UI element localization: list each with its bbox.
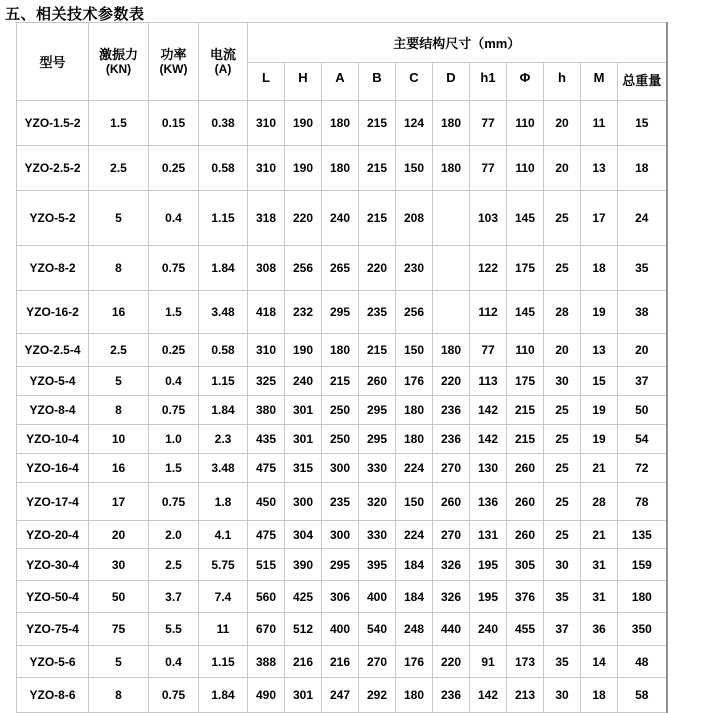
cell-power: 0.75: [149, 246, 199, 291]
cell-dim-B: 330: [359, 454, 396, 483]
cell-dim-B: 215: [359, 191, 396, 246]
header-row-groups: [17, 23, 667, 63]
cell-dim-h1: 77: [470, 334, 507, 367]
cell-dim-C: 180: [396, 425, 433, 454]
cell-dim-h: 28: [544, 291, 581, 334]
cell-power: 5.5: [149, 613, 199, 646]
header-exciting-force-label: 激振力: [98, 46, 138, 62]
cell-dim-phi: 110: [507, 101, 544, 146]
table-row: [17, 521, 667, 549]
cell-dim-C: 124: [396, 101, 433, 146]
table-row: [17, 291, 667, 334]
cell-dim-H: 425: [285, 581, 322, 613]
cell-dim-h: 20: [544, 146, 581, 191]
cell-dim-h: 35: [544, 646, 581, 678]
cell-current: 7.4: [199, 581, 248, 613]
cell-current: 0.38: [199, 101, 248, 146]
cell-power: 1.5: [149, 291, 199, 334]
table-row: [17, 646, 667, 678]
cell-power: 0.15: [149, 101, 199, 146]
cell-dim-A: 180: [322, 334, 359, 367]
cell-dim-A: 216: [322, 646, 359, 678]
cell-dim-h: 25: [544, 425, 581, 454]
cell-dim-A: 215: [322, 367, 359, 396]
cell-dim-h1: 103: [470, 191, 507, 246]
cell-power: 2.0: [149, 521, 199, 549]
cell-model: YZO-30-4: [17, 549, 89, 581]
cell-force: 1.5: [89, 101, 149, 146]
cell-weight: 50: [618, 396, 667, 425]
cell-dim-C: 256: [396, 291, 433, 334]
cell-dim-M: 18: [581, 678, 618, 713]
header-dim-H: H: [285, 63, 322, 101]
cell-dim-D: 236: [433, 678, 470, 713]
cell-dim-h: 35: [544, 581, 581, 613]
cell-force: 2.5: [89, 334, 149, 367]
cell-dim-A: 295: [322, 291, 359, 334]
cell-current: 1.15: [199, 191, 248, 246]
cell-dim-h: 25: [544, 191, 581, 246]
cell-dim-h1: 131: [470, 521, 507, 549]
cell-dim-M: 21: [581, 521, 618, 549]
cell-dim-phi: 260: [507, 521, 544, 549]
cell-dim-H: 190: [285, 146, 322, 191]
table-row: [17, 425, 667, 454]
cell-force: 50: [89, 581, 149, 613]
cell-dim-phi: 145: [507, 291, 544, 334]
cell-force: 2.5: [89, 146, 149, 191]
cell-dim-A: 250: [322, 425, 359, 454]
cell-weight: 350: [618, 613, 667, 646]
table-row: [17, 678, 667, 713]
cell-dim-L: 560: [248, 581, 285, 613]
cell-dim-A: 180: [322, 146, 359, 191]
cell-model: YZO-10-4: [17, 425, 89, 454]
cell-model: YZO-20-4: [17, 521, 89, 549]
cell-weight: 48: [618, 646, 667, 678]
header-dim-L: L: [248, 63, 285, 101]
cell-dim-H: 216: [285, 646, 322, 678]
table-row: [17, 483, 667, 521]
cell-dim-D: [433, 191, 470, 246]
cell-power: 0.4: [149, 646, 199, 678]
table-row: [17, 146, 667, 191]
cell-current: 5.75: [199, 549, 248, 581]
cell-dim-h1: 77: [470, 146, 507, 191]
cell-model: YZO-1.5-2: [17, 101, 89, 146]
cell-dim-D: [433, 291, 470, 334]
table-row: [17, 454, 667, 483]
table-row: [17, 191, 667, 246]
cell-model: YZO-5-2: [17, 191, 89, 246]
cell-dim-H: 301: [285, 425, 322, 454]
page-title: 五、相关技术参数表: [5, 6, 145, 23]
cell-power: 0.75: [149, 483, 199, 521]
cell-power: 0.75: [149, 396, 199, 425]
cell-dim-h1: 195: [470, 549, 507, 581]
cell-dim-h1: 91: [470, 646, 507, 678]
cell-dim-phi: 215: [507, 425, 544, 454]
cell-weight: 58: [618, 678, 667, 713]
cell-force: 16: [89, 291, 149, 334]
cell-model: YZO-2.5-2: [17, 146, 89, 191]
cell-dim-phi: 215: [507, 396, 544, 425]
table-row: [17, 101, 667, 146]
cell-dim-M: 36: [581, 613, 618, 646]
cell-dim-L: 318: [248, 191, 285, 246]
cell-dim-h: 25: [544, 396, 581, 425]
cell-dim-H: 315: [285, 454, 322, 483]
cell-dim-h1: 195: [470, 581, 507, 613]
cell-dim-L: 435: [248, 425, 285, 454]
cell-dim-phi: 145: [507, 191, 544, 246]
cell-dim-D: 270: [433, 521, 470, 549]
cell-dim-M: 31: [581, 549, 618, 581]
table-row: [17, 367, 667, 396]
cell-dim-D: 440: [433, 613, 470, 646]
cell-dim-C: 150: [396, 146, 433, 191]
cell-dim-phi: 175: [507, 246, 544, 291]
cell-dim-D: 270: [433, 454, 470, 483]
cell-weight: 38: [618, 291, 667, 334]
cell-dim-h: 20: [544, 334, 581, 367]
cell-dim-B: 260: [359, 367, 396, 396]
table-row: [17, 246, 667, 291]
cell-dim-C: 184: [396, 549, 433, 581]
cell-dim-h: 25: [544, 246, 581, 291]
cell-dim-B: 215: [359, 101, 396, 146]
cell-dim-C: 180: [396, 678, 433, 713]
cell-dim-D: 326: [433, 581, 470, 613]
cell-force: 20: [89, 521, 149, 549]
cell-model: YZO-8-2: [17, 246, 89, 291]
cell-dim-B: 270: [359, 646, 396, 678]
cell-dim-H: 190: [285, 334, 322, 367]
cell-weight: 18: [618, 146, 667, 191]
header-power: [149, 23, 199, 101]
cell-weight: 135: [618, 521, 667, 549]
cell-dim-A: 300: [322, 521, 359, 549]
cell-dim-D: 220: [433, 646, 470, 678]
cell-dim-h1: 122: [470, 246, 507, 291]
cell-power: 2.5: [149, 549, 199, 581]
cell-dim-A: 306: [322, 581, 359, 613]
cell-dim-M: 17: [581, 191, 618, 246]
cell-dim-phi: 305: [507, 549, 544, 581]
header-model: 型号: [17, 23, 89, 101]
cell-dim-D: 236: [433, 425, 470, 454]
cell-dim-L: 670: [248, 613, 285, 646]
cell-dim-L: 450: [248, 483, 285, 521]
cell-dim-C: 224: [396, 521, 433, 549]
cell-dim-H: 301: [285, 678, 322, 713]
cell-dim-h: 25: [544, 483, 581, 521]
cell-weight: 35: [618, 246, 667, 291]
cell-model: YZO-16-2: [17, 291, 89, 334]
cell-model: YZO-17-4: [17, 483, 89, 521]
cell-dim-B: 235: [359, 291, 396, 334]
cell-dim-H: 300: [285, 483, 322, 521]
cell-dim-h: 37: [544, 613, 581, 646]
cell-weight: 78: [618, 483, 667, 521]
cell-dim-h1: 130: [470, 454, 507, 483]
cell-current: 1.84: [199, 396, 248, 425]
cell-dim-phi: 260: [507, 483, 544, 521]
cell-weight: 20: [618, 334, 667, 367]
cell-dim-C: 150: [396, 334, 433, 367]
cell-force: 16: [89, 454, 149, 483]
cell-model: YZO-16-4: [17, 454, 89, 483]
header-exciting-force: [89, 23, 149, 101]
cell-dim-h: 30: [544, 367, 581, 396]
header-dim-h: h: [544, 63, 581, 101]
header-current: [199, 23, 248, 101]
cell-weight: 24: [618, 191, 667, 246]
cell-dim-phi: 110: [507, 334, 544, 367]
cell-power: 0.25: [149, 334, 199, 367]
cell-dim-C: 248: [396, 613, 433, 646]
cell-model: YZO-50-4: [17, 581, 89, 613]
cell-dim-H: 256: [285, 246, 322, 291]
cell-dim-L: 310: [248, 101, 285, 146]
header-dim-A: A: [322, 63, 359, 101]
cell-force: 8: [89, 396, 149, 425]
cell-current: 1.84: [199, 678, 248, 713]
cell-dim-C: 224: [396, 454, 433, 483]
cell-dim-M: 14: [581, 646, 618, 678]
cell-force: 5: [89, 191, 149, 246]
spec-table: [16, 22, 668, 713]
cell-dim-B: 330: [359, 521, 396, 549]
cell-dim-D: 220: [433, 367, 470, 396]
cell-dim-L: 308: [248, 246, 285, 291]
cell-power: 3.7: [149, 581, 199, 613]
cell-power: 0.75: [149, 678, 199, 713]
cell-dim-L: 310: [248, 334, 285, 367]
cell-dim-phi: 175: [507, 367, 544, 396]
cell-dim-A: 295: [322, 549, 359, 581]
cell-dim-h1: 136: [470, 483, 507, 521]
cell-power: 1.0: [149, 425, 199, 454]
cell-dim-L: 515: [248, 549, 285, 581]
cell-dim-h1: 77: [470, 101, 507, 146]
cell-dim-M: 18: [581, 246, 618, 291]
cell-dim-M: 13: [581, 146, 618, 191]
cell-dim-h: 25: [544, 454, 581, 483]
cell-dim-A: 400: [322, 613, 359, 646]
header-power-unit: (KW): [159, 61, 188, 76]
table-row: [17, 396, 667, 425]
cell-weight: 54: [618, 425, 667, 454]
cell-force: 5: [89, 367, 149, 396]
cell-dim-H: 301: [285, 396, 322, 425]
cell-dim-M: 21: [581, 454, 618, 483]
header-dim-B: B: [359, 63, 396, 101]
cell-dim-M: 19: [581, 291, 618, 334]
table-row: [17, 549, 667, 581]
cell-force: 10: [89, 425, 149, 454]
cell-weight: 180: [618, 581, 667, 613]
table-row: [17, 334, 667, 367]
cell-current: 0.58: [199, 146, 248, 191]
cell-dim-A: 235: [322, 483, 359, 521]
cell-dim-B: 540: [359, 613, 396, 646]
cell-dim-h1: 142: [470, 425, 507, 454]
cell-dim-D: 326: [433, 549, 470, 581]
table-row: [17, 613, 667, 646]
cell-dim-L: 380: [248, 396, 285, 425]
cell-dim-h: 30: [544, 678, 581, 713]
header-exciting-force-unit: (KN): [105, 61, 132, 76]
cell-force: 17: [89, 483, 149, 521]
cell-dim-D: 260: [433, 483, 470, 521]
cell-dim-h: 20: [544, 101, 581, 146]
cell-model: YZO-8-4: [17, 396, 89, 425]
cell-dim-A: 247: [322, 678, 359, 713]
cell-dim-D: 180: [433, 101, 470, 146]
header-dim-C: C: [396, 63, 433, 101]
cell-dim-A: 265: [322, 246, 359, 291]
cell-dim-C: 176: [396, 367, 433, 396]
cell-dim-L: 388: [248, 646, 285, 678]
cell-power: 1.5: [149, 454, 199, 483]
cell-power: 0.4: [149, 367, 199, 396]
cell-force: 5: [89, 646, 149, 678]
cell-current: 0.58: [199, 334, 248, 367]
cell-model: YZO-5-4: [17, 367, 89, 396]
cell-dim-h1: 142: [470, 396, 507, 425]
spec-table-body: [17, 101, 667, 713]
cell-dim-M: 15: [581, 367, 618, 396]
cell-dim-h: 25: [544, 521, 581, 549]
cell-dim-M: 13: [581, 334, 618, 367]
cell-current: 1.84: [199, 246, 248, 291]
cell-dim-B: 295: [359, 425, 396, 454]
header-current-unit: (A): [214, 61, 232, 76]
cell-dim-D: 180: [433, 146, 470, 191]
cell-current: 4.1: [199, 521, 248, 549]
cell-current: 1.8: [199, 483, 248, 521]
cell-dim-C: 176: [396, 646, 433, 678]
cell-dim-phi: 376: [507, 581, 544, 613]
cell-dim-phi: 455: [507, 613, 544, 646]
cell-dim-H: 220: [285, 191, 322, 246]
spec-table-header: [17, 23, 667, 101]
cell-dim-L: 325: [248, 367, 285, 396]
cell-dim-H: 190: [285, 101, 322, 146]
cell-dim-L: 310: [248, 146, 285, 191]
cell-weight: 37: [618, 367, 667, 396]
header-dim-phi: Φ: [507, 63, 544, 101]
cell-dim-B: 295: [359, 396, 396, 425]
cell-dim-B: 400: [359, 581, 396, 613]
cell-dim-C: 184: [396, 581, 433, 613]
cell-current: 3.48: [199, 454, 248, 483]
header-current-label: 电流: [209, 46, 236, 62]
cell-dim-h1: 142: [470, 678, 507, 713]
cell-dim-phi: 260: [507, 454, 544, 483]
cell-dim-M: 28: [581, 483, 618, 521]
cell-force: 75: [89, 613, 149, 646]
cell-dim-B: 292: [359, 678, 396, 713]
cell-force: 8: [89, 678, 149, 713]
cell-dim-H: 240: [285, 367, 322, 396]
cell-dim-h: 30: [544, 549, 581, 581]
cell-dim-C: 230: [396, 246, 433, 291]
cell-dim-D: 236: [433, 396, 470, 425]
cell-current: 11: [199, 613, 248, 646]
cell-dim-D: 180: [433, 334, 470, 367]
header-power-label: 功率: [160, 46, 187, 62]
cell-dim-h1: 240: [470, 613, 507, 646]
cell-dim-A: 240: [322, 191, 359, 246]
header-dim-M: M: [581, 63, 618, 101]
cell-model: YZO-2.5-4: [17, 334, 89, 367]
cell-dim-phi: 173: [507, 646, 544, 678]
cell-dim-H: 304: [285, 521, 322, 549]
cell-model: YZO-8-6: [17, 678, 89, 713]
cell-force: 8: [89, 246, 149, 291]
cell-weight: 15: [618, 101, 667, 146]
cell-dim-L: 490: [248, 678, 285, 713]
cell-model: YZO-5-6: [17, 646, 89, 678]
cell-model: YZO-75-4: [17, 613, 89, 646]
cell-dim-h1: 113: [470, 367, 507, 396]
cell-dim-phi: 213: [507, 678, 544, 713]
cell-dim-C: 180: [396, 396, 433, 425]
cell-dim-D: [433, 246, 470, 291]
cell-dim-B: 215: [359, 334, 396, 367]
cell-current: 2.3: [199, 425, 248, 454]
header-dim-D: D: [433, 63, 470, 101]
cell-dim-M: 19: [581, 425, 618, 454]
header-total-weight: 总重量: [618, 63, 667, 101]
cell-dim-M: 11: [581, 101, 618, 146]
cell-dim-B: 395: [359, 549, 396, 581]
cell-dim-M: 19: [581, 396, 618, 425]
cell-dim-H: 512: [285, 613, 322, 646]
cell-dim-h1: 112: [470, 291, 507, 334]
cell-dim-B: 220: [359, 246, 396, 291]
cell-dim-L: 418: [248, 291, 285, 334]
cell-power: 0.4: [149, 191, 199, 246]
cell-current: 1.15: [199, 646, 248, 678]
cell-dim-A: 250: [322, 396, 359, 425]
cell-dim-H: 232: [285, 291, 322, 334]
cell-dim-C: 208: [396, 191, 433, 246]
header-dimensions-group: 主要结构尺寸（mm）: [248, 23, 667, 63]
cell-force: 30: [89, 549, 149, 581]
cell-dim-phi: 110: [507, 146, 544, 191]
cell-dim-B: 215: [359, 146, 396, 191]
cell-dim-A: 180: [322, 101, 359, 146]
cell-dim-B: 320: [359, 483, 396, 521]
header-dim-h1: h1: [470, 63, 507, 101]
cell-dim-L: 475: [248, 454, 285, 483]
table-row: [17, 581, 667, 613]
cell-weight: 72: [618, 454, 667, 483]
cell-dim-M: 31: [581, 581, 618, 613]
cell-current: 3.48: [199, 291, 248, 334]
cell-dim-L: 475: [248, 521, 285, 549]
cell-current: 1.15: [199, 367, 248, 396]
cell-weight: 159: [618, 549, 667, 581]
cell-dim-H: 390: [285, 549, 322, 581]
cell-power: 0.25: [149, 146, 199, 191]
cell-dim-A: 300: [322, 454, 359, 483]
cell-dim-C: 150: [396, 483, 433, 521]
